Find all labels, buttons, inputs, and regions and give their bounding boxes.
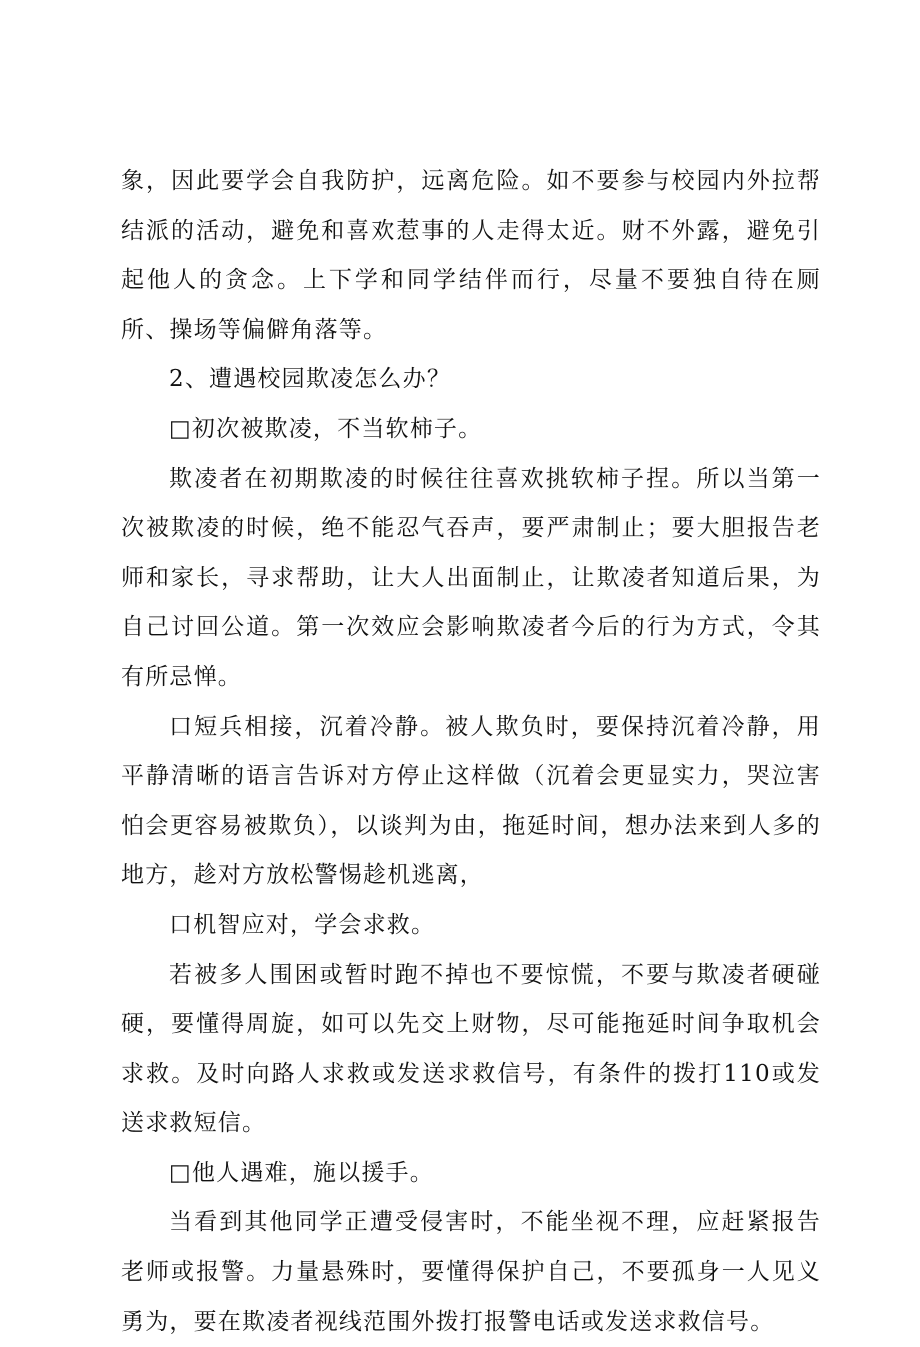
tip-heading-seek-help: 口机智应对，学会求救。 xyxy=(169,911,436,938)
tip-stay-calm: 口短兵相接，沉着冷静。被人欺负时，要保持沉着冷静，用平静清晰的语言告诉对方停止这样做（沉着会更显实力，哭泣害怕会更容易被欺负），以谈判为由，拖延时间，想办法来到人多的地方，趁对方放松警惕趁机逃离， xyxy=(121,713,821,889)
tip-heading-first-bullying: □初次被欺凌，不当软柿子。 xyxy=(169,415,483,442)
section-heading-what-to-do: 2、遭遇校园欺凌怎么办？ xyxy=(169,366,452,393)
tip-heading-help-others: □他人遇难，施以援手。 xyxy=(169,1159,434,1186)
paragraph-intro-continued: 象，因此要学会自我防护，远离危险。如不要参与校园内外拉帮结派的活动，避免和喜欢惹事的人走得太近。财不外露，避免引起他人的贪念。上下学和同学结伴而行，尽量不要独自待在厕所、操场等偏僻角落等。 xyxy=(121,168,821,343)
tip-body-seek-help: 若被多人围困或暂时跑不掉也不要惊慌，不要与欺凌者硬碰硬，要懂得周旋，如可以先交上财物，尽可能拖延时间争取机会求救。及时向路人求救或发送求救信号，有条件的拨打110或发送求救短信。 xyxy=(121,961,821,1137)
document-body xyxy=(121,157,821,1347)
tip-body-help-others: 当看到其他同学正遭受侵害时，不能坐视不理，应赶紧报告老师或报警。力量悬殊时，要懂得保护自己，不要孤身一人见义勇为，要在欺凌者视线范围外拨打报警电话或发送求救信号。 xyxy=(121,1209,821,1335)
tip-body-first-bullying: 欺凌者在初期欺凌的时候往往喜欢挑软柿子捏。所以当第一次被欺凌的时候，绝不能忍气吞声，要严肃制止；要大胆报告老师和家长，寻求帮助，让大人出面制止，让欺凌者知道后果，为自己讨回公道。第一次效应会影响欺凌者今后的行为方式，令其有所忌惮。 xyxy=(121,465,821,690)
